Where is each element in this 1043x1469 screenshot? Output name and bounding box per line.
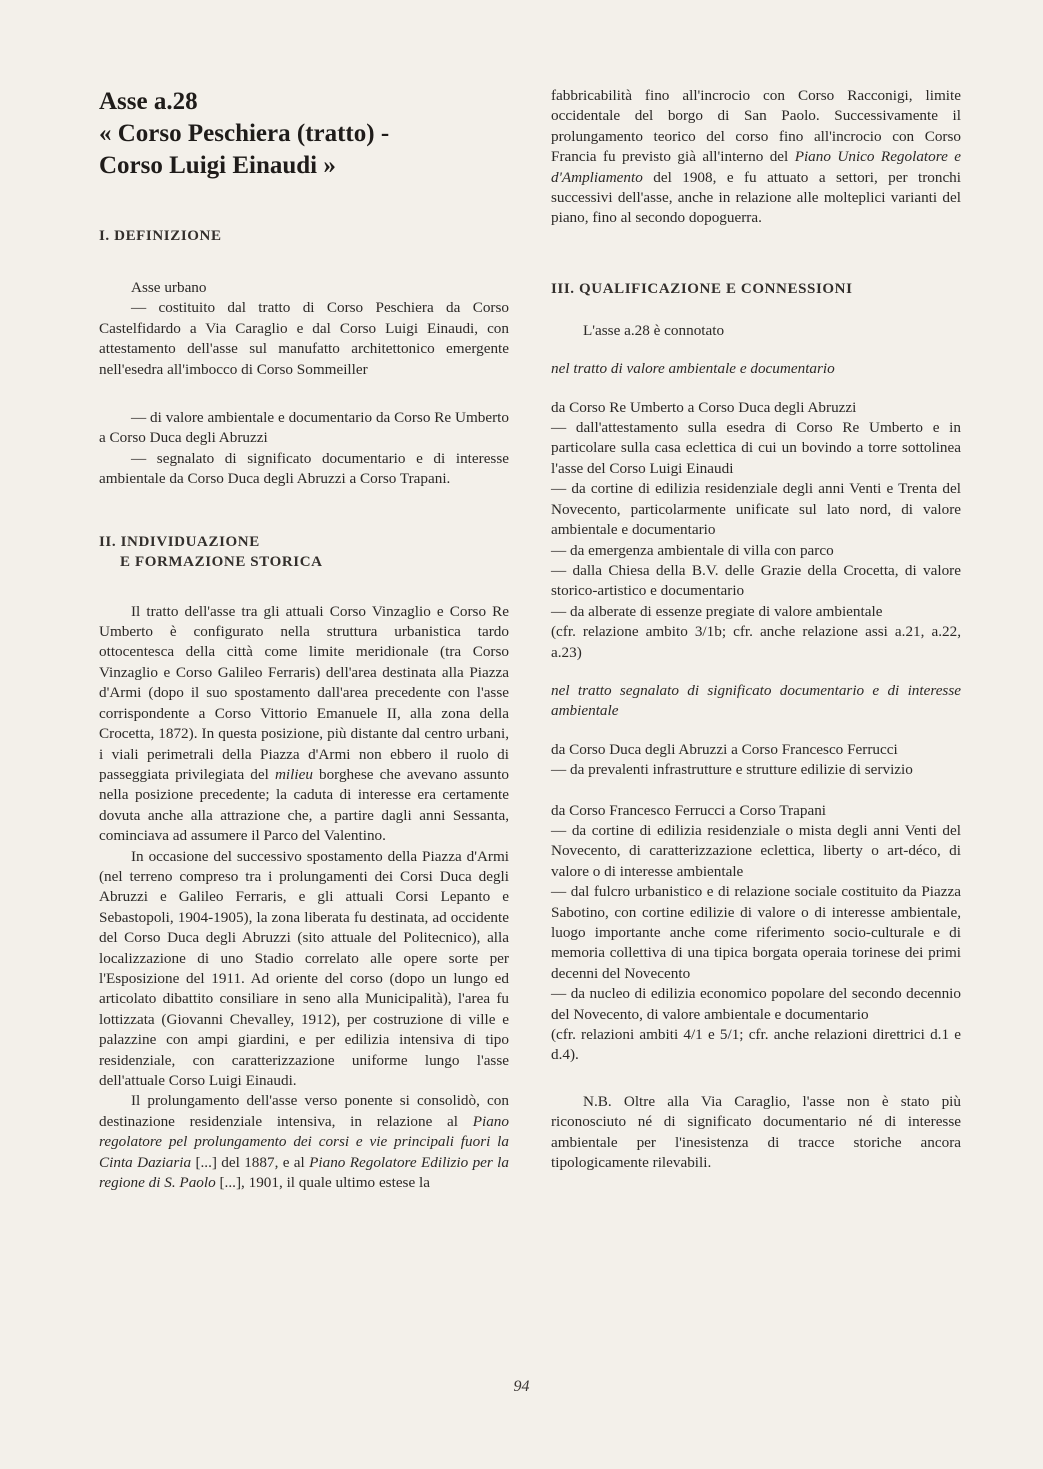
subsection-2-p4: — da cortine di edilizia residenziale o mista degli anni Venti del Novecento, di caratterizzazione eclettica, liberty o art-déco, di valore o di interesse ambientale bbox=[551, 821, 961, 880]
section-2-p1 bbox=[99, 602, 509, 847]
section-2-heading bbox=[99, 532, 509, 572]
section-2-p2: In occasione del successivo spostamento della Piazza d'Armi (nel terreno compreso tra i prolungamenti dei Corsi Duca degli Abruzzi e Galileo Ferraris, e gli attuali Corsi Lepanto e Sebastopoli, 1904-1905), la zona liberata fu destinata, ad occidente del Corso Duca degli Abruzzi (sito attuale del Politecnico), alla localizzazione di uno Stadio correlato alle opere sorte per l'Esposizione del 1911. Ad oriente del corso (dopo un lungo ed articolato dibattito consiliare in seno alla Municipalità), l'area fu lottizzata (Giovanni Chevalley, 1912), per costruzione di ville e palazzine con ampi giardini, e per edilizia intensiva di tipo residenziale, con caratterizzazione uniforme lungo l'asse dell'attuale Corso Luigi Einaudi. bbox=[99, 847, 509, 1089]
title-line-1: Asse a.28 bbox=[99, 88, 198, 115]
continuation-text-a: fabbricabilità fino all'incrocio con Corso Racconigi, limite occidentale del borgo di San Paolo. Successivamente il prolungamento teorico del corso fino all'incrocio con Corso Francia fu previsto già all'interno del bbox=[551, 87, 961, 166]
subsection-2-heading: nel tratto segnalato di significato documentario e di interesse ambientale bbox=[551, 681, 961, 720]
nota-bene: N.B. Oltre alla Via Caraglio, l'asse non è stato più riconosciuto né di significato documentario né di interesse ambientale per l'inesistenza di tracce storiche ancora tipologicamente rilevabili. bbox=[551, 1092, 961, 1172]
section-3-intro: L'asse a.28 è connotato bbox=[583, 321, 725, 339]
section-2-p3-italic-2: Piano Regolatore Edilizio per la regione di S. Paolo bbox=[99, 1153, 509, 1192]
section-1-p3: — di valore ambientale e documentario da Corso Re Umberto a Corso Duca degli Abruzzi bbox=[99, 409, 509, 447]
subsection-1-p4: — da emergenza ambientale di villa con parco bbox=[551, 541, 834, 559]
subsection-2-p6: — da nucleo di edilizia economico popolare del secondo decennio del Novecento, di valore ambientale e documentario bbox=[551, 985, 961, 1023]
title-line-2: « Corso Peschiera (tratto) - bbox=[99, 120, 390, 147]
section-2-p1-text-b: borghese che avevano assunto nella posizione precedente; la caduta di interesse era certamente dovuta anche alla attrazione che, a partire dagli anni Sessanta, cominciava ad assumere il Parco del Valentino. bbox=[99, 765, 510, 845]
section-2-p3-text-c: [...], 1901, il quale ultimo estese la bbox=[215, 1174, 430, 1192]
section-2-p3-italic-1: Piano regolatore pel prolungamento dei corsi e vie principali fuori la Cinta Daziaria bbox=[99, 1112, 509, 1171]
continuation-text-b: del 1908, e fu attuato a settori, per tronchi successivi dell'asse, anche in relazione alle molteplici varianti del piano, fino al secondo dopoguerra. bbox=[551, 168, 961, 227]
subsection-2-p5: — dal fulcro urbanistico e di relazione sociale costituito da Piazza Sabotino, con cortine edilizie di valore o di interesse ambientale, luogo importante anche come riferimento socio-culturale e di memoria collettiva di una tipica borgata operaia torinese dei primi decenni del Novecento bbox=[551, 883, 961, 982]
section-1-p4: — segnalato di significato documentario e di interesse ambientale da Corso Duca degli Abruzzi a Corso Trapani. bbox=[99, 449, 509, 488]
section-2-p3 bbox=[99, 1091, 509, 1193]
title-line-3: Corso Luigi Einaudi » bbox=[99, 152, 336, 179]
subsection-2-p3: da Corso Francesco Ferrucci a Corso Trapani bbox=[551, 801, 827, 819]
subsection-2-p1: da Corso Duca degli Abruzzi a Corso Francesco Ferrucci bbox=[551, 740, 898, 758]
subsection-1-p2: — dall'attestamento sulla esedra di Corso Re Umberto e in particolare sulla casa eclettica di cui un bovindo a torre sottolinea l'asse del Corso Luigi Einaudi bbox=[551, 419, 961, 477]
subsection-2-p2: — da prevalenti infrastrutture e strutture edilizie di servizio bbox=[551, 761, 913, 779]
section-2-p3-text-a: Il prolungamento dell'asse verso ponente si consolidò, con destinazione residenziale intensiva, in relazione al bbox=[99, 1092, 509, 1130]
page-number: 94 bbox=[513, 1378, 530, 1395]
section-2-p1-italic: milieu bbox=[274, 765, 313, 783]
right-column bbox=[551, 86, 961, 1173]
section-1-heading: I. DEFINIZIONE bbox=[99, 228, 222, 244]
continuation-italic: Piano Unico Regolatore e d'Ampliamento bbox=[551, 148, 961, 186]
subsection-1-heading: nel tratto di valore ambientale e documentario bbox=[551, 360, 835, 378]
section-2-p3-text-b: [...] del 1887, e al bbox=[191, 1153, 310, 1171]
subsection-2-p7: (cfr. relazioni ambiti 4/1 e 5/1; cfr. anche relazioni direttrici d.1 e d.4). bbox=[551, 1026, 961, 1064]
section-2-p1-text-a: Il tratto dell'asse tra gli attuali Corso Vinzaglio e Corso Re Umberto è configurato nella struttura urbanistica tardo ottocentesca della città come limite meridionale (tra Corso Vinzaglio e Corso Galileo Ferraris) dell'area destinata alla Piazza d'Armi (dopo il suo spostamento dall'area precedente con l'asse corrispondente a Corso Vittorio Emanuele II, alla zona della Crocetta, 1872). In questa posizione, più distante dal centro urbani, i viali perimetrali della Piazza d'Armi non ebbero il ruolo di passeggiata privilegiata del bbox=[99, 602, 509, 783]
subsection-1-p5: — dalla Chiesa della B.V. delle Grazie della Crocetta, di valore storico-artistico e documentario bbox=[551, 561, 961, 600]
subsection-1-p7: (cfr. relazione ambito 3/1b; cfr. anche relazione assi a.21, a.22, a.23) bbox=[551, 623, 961, 661]
subsection-1-p6: — da alberate di essenze pregiate di valore ambientale bbox=[551, 602, 883, 620]
section-3-heading: III. QUALIFICAZIONE E CONNESSIONI bbox=[551, 280, 853, 297]
continuation-paragraph bbox=[551, 86, 961, 229]
section-1-p2: — costituito dal tratto di Corso Peschiera da Corso Castelfidardo a Via Caraglio e dal Corso Luigi Einaudi, con attestamento dell'asse sul manufatto architettonico emergente nell'esedra all'imbocco di Corso Sommeiller bbox=[99, 299, 509, 378]
section-1-p1: Asse urbano bbox=[131, 279, 207, 296]
section-2-heading-line-2: E FORMAZIONE STORICA bbox=[120, 553, 323, 570]
page-title bbox=[99, 86, 509, 182]
subsection-1-p3: — da cortine di edilizia residenziale degli anni Venti e Trenta del Novecento, particolarmente unificate sul lato nord, di valore ambientale e documentario bbox=[551, 480, 961, 539]
left-column bbox=[99, 86, 509, 1193]
section-2-heading-line-1: II. INDIVIDUAZIONE bbox=[99, 533, 260, 550]
subsection-1-p1: da Corso Re Umberto a Corso Duca degli Abruzzi bbox=[551, 398, 857, 416]
